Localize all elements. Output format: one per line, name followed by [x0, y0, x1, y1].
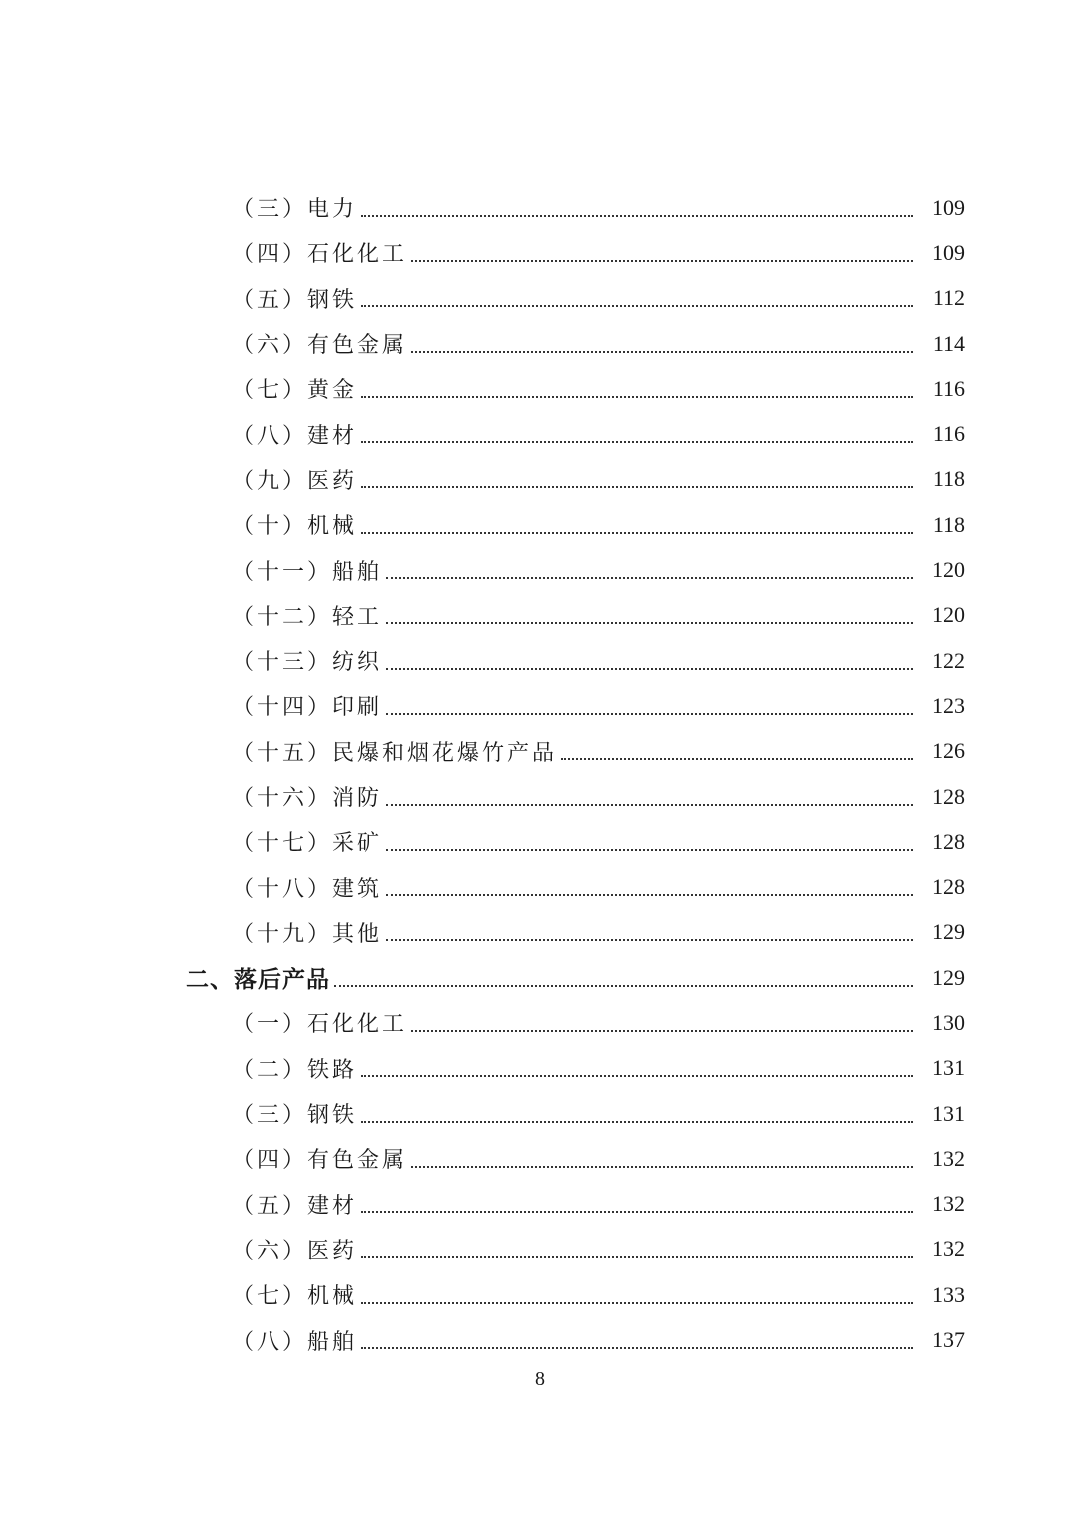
toc-dot-leader	[411, 260, 913, 262]
toc-entry[interactable]	[0, 230, 1080, 275]
toc-dot-leader	[386, 713, 913, 715]
toc-entry-page: 123	[932, 692, 965, 718]
toc-entry[interactable]	[0, 638, 1080, 683]
toc-section-page: 129	[932, 964, 965, 990]
toc-dot-leader	[334, 985, 913, 987]
toc-entry-page: 132	[932, 1236, 965, 1262]
toc-dot-leader	[386, 622, 913, 624]
toc-entry[interactable]	[0, 547, 1080, 592]
toc-dot-leader	[361, 215, 913, 217]
toc-dot-leader	[411, 351, 913, 353]
toc-entry[interactable]	[0, 1136, 1080, 1181]
toc-entry[interactable]	[0, 683, 1080, 728]
toc-entry-page: 130	[932, 1009, 965, 1035]
toc-entry[interactable]	[0, 185, 1080, 230]
toc-entry[interactable]	[0, 502, 1080, 547]
toc-dot-leader	[561, 758, 913, 760]
toc-dot-leader	[361, 305, 913, 307]
toc-dot-leader	[361, 1256, 913, 1258]
toc-dot-leader	[386, 849, 913, 851]
toc-entry-label: （九）医药	[232, 468, 358, 494]
toc-entry-label: （十）机械	[232, 514, 358, 540]
toc-entry-page: 129	[932, 919, 965, 945]
toc-section-heading[interactable]	[0, 955, 1080, 1000]
toc-entry-page: 122	[932, 647, 965, 673]
toc-dot-leader	[361, 1211, 913, 1213]
toc-entry[interactable]	[0, 1091, 1080, 1136]
toc-entry[interactable]	[0, 774, 1080, 819]
toc-entry-page: 118	[932, 511, 965, 537]
toc-entry-page: 132	[932, 1191, 965, 1217]
toc-entry-label: （六）医药	[232, 1238, 358, 1264]
toc-entry[interactable]	[0, 864, 1080, 909]
toc-entry-page: 116	[932, 375, 965, 401]
toc-entry-label: （十二）轻工	[232, 604, 383, 630]
toc-entry-label: （五）建材	[232, 1193, 358, 1219]
toc-entry-label: （二）铁路	[232, 1057, 358, 1083]
toc-entry-page: 109	[932, 239, 965, 265]
toc-dot-leader	[361, 532, 913, 534]
toc-entry-label: （十九）其他	[232, 921, 383, 947]
toc-entry-page: 114	[932, 330, 965, 356]
toc-entry[interactable]	[0, 819, 1080, 864]
toc-entry[interactable]	[0, 593, 1080, 638]
toc-dot-leader	[361, 396, 913, 398]
toc-dot-leader	[361, 1121, 913, 1123]
toc-entry-page: 131	[932, 1100, 965, 1126]
toc-entry-page: 128	[932, 783, 965, 809]
toc-entry[interactable]	[0, 366, 1080, 411]
toc-entry-label: （八）建材	[232, 423, 358, 449]
toc-dot-leader	[386, 804, 913, 806]
toc-dot-leader	[386, 939, 913, 941]
toc-entry-page: 137	[932, 1327, 965, 1353]
toc-entry-label: （十六）消防	[232, 786, 383, 811]
toc-entry-page: 128	[932, 828, 965, 854]
toc-entry-page: 112	[932, 285, 965, 311]
toc-entry-label: （六）有色金属	[232, 333, 408, 359]
toc-entry-page: 118	[932, 466, 965, 492]
toc-entry-label: （五）钢铁	[232, 287, 358, 313]
toc-dot-leader	[361, 1347, 913, 1349]
toc-entry[interactable]	[0, 1227, 1080, 1272]
toc-entry[interactable]	[0, 457, 1080, 502]
toc-entry-label: （四）有色金属	[232, 1148, 408, 1174]
table-of-contents	[0, 185, 1080, 1363]
toc-entry[interactable]	[0, 411, 1080, 456]
toc-dot-leader	[361, 1302, 913, 1304]
toc-entry[interactable]	[0, 1317, 1080, 1362]
toc-entry-page: 120	[932, 557, 965, 583]
toc-entry-page: 116	[932, 421, 965, 447]
toc-entry-label: （十三）纺织	[232, 650, 383, 676]
toc-dot-leader	[411, 1166, 913, 1168]
toc-entry-label: （七）黄金	[232, 378, 358, 404]
page-number: 8	[535, 1368, 545, 1390]
toc-entry[interactable]	[0, 321, 1080, 366]
toc-entry-label: （四）石化化工	[232, 242, 408, 268]
toc-entry-page: 120	[932, 602, 965, 628]
toc-entry-label: （三）电力	[232, 197, 358, 223]
toc-entry-label: （一）石化化工	[232, 1012, 408, 1038]
toc-entry-page: 126	[932, 738, 965, 764]
toc-dot-leader	[361, 1075, 913, 1077]
toc-entry-page: 132	[932, 1145, 965, 1171]
toc-entry-label: （十四）印刷	[232, 695, 383, 721]
toc-entry[interactable]	[0, 729, 1080, 774]
toc-entry[interactable]	[0, 1046, 1080, 1091]
toc-entry-label: （三）钢铁	[232, 1103, 358, 1129]
toc-dot-leader	[386, 577, 913, 579]
toc-entry-page: 128	[932, 874, 965, 900]
toc-dot-leader	[386, 668, 913, 670]
toc-entry[interactable]	[0, 910, 1080, 955]
toc-dot-leader	[386, 894, 913, 896]
toc-entry-label: （十五）民爆和烟花爆竹产品	[232, 740, 558, 766]
toc-section-label: 二、落后产品	[186, 967, 330, 994]
toc-entry[interactable]	[0, 1182, 1080, 1227]
toc-dot-leader	[361, 441, 913, 443]
toc-entry[interactable]	[0, 1000, 1080, 1045]
toc-entry[interactable]	[0, 1272, 1080, 1317]
toc-entry-page: 109	[932, 194, 965, 220]
toc-entry-page: 131	[932, 1055, 965, 1081]
toc-entry[interactable]	[0, 276, 1080, 321]
toc-dot-leader	[411, 1030, 913, 1032]
toc-entry-label: （十七）采矿	[232, 831, 383, 857]
toc-entry-label: （八）船舶	[232, 1329, 358, 1355]
toc-entry-label: （十八）建筑	[232, 876, 383, 902]
toc-entry-label: （七）机械	[232, 1284, 358, 1310]
toc-dot-leader	[361, 486, 913, 488]
toc-entry-label: （十一）船舶	[232, 559, 383, 585]
toc-entry-page: 133	[932, 1281, 965, 1307]
